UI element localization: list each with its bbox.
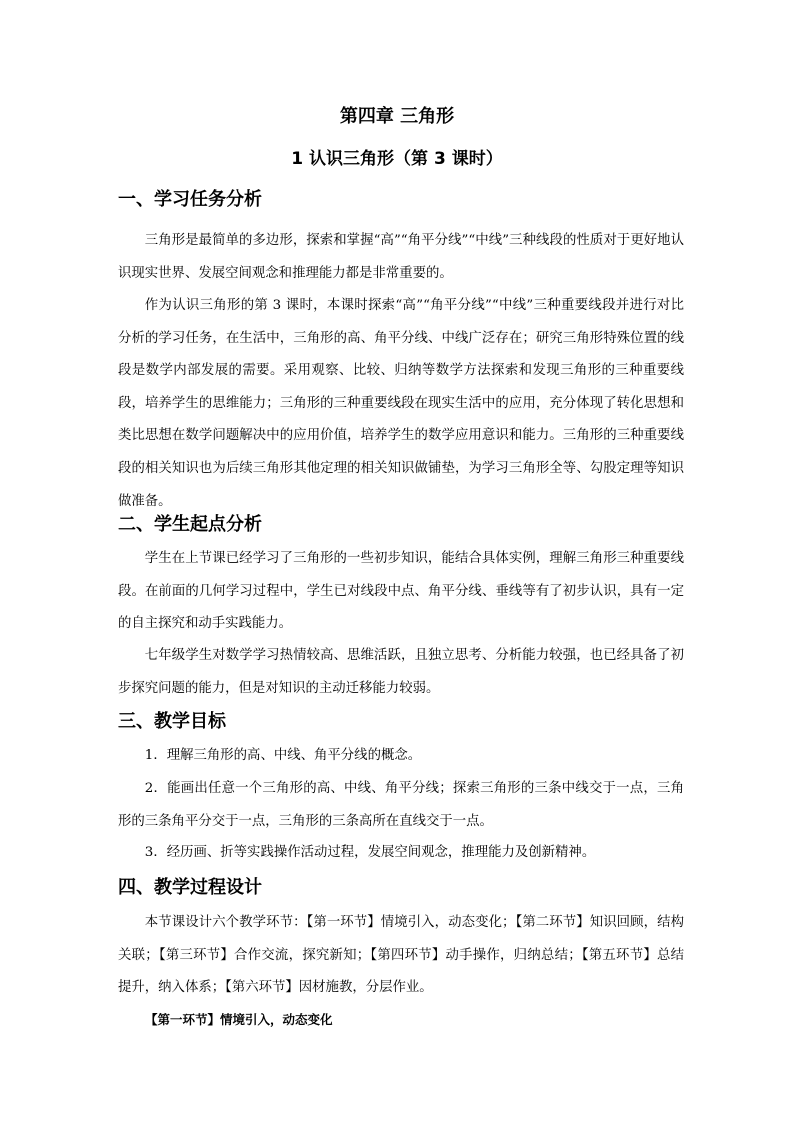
section-heading-student-analysis: 二、学生起点分析 <box>118 514 262 535</box>
goal-item: 1．理解三角形的高、中线、角平分线的概念。 <box>144 748 422 763</box>
subsection-heading-stage-one: 【第一环节】情境引入，动态变化 <box>145 1012 333 1027</box>
paragraph: 学生在上节课已经学习了三角形的一些初步知识，能结合具体实例，理解三角形三种重要线段。在前面的几何学习过程中，学生已对线段中点、角平分线、垂线等有了初步认识，具有一定的自主探究和动手实践能力。 <box>118 551 684 632</box>
paragraph: 本节课设计六个教学环节：【第一环节】情境引入，动态变化；【第二环节】知识回顾，结构关联；【第三环节】合作交流，探究新知；【第四环节】动手操作，归纳总结；【第五环节】总结提升，纳入体系；【第六环节】因材施教，分层作业。 <box>118 915 684 996</box>
goal-item: 3．经历画、折等实践操作活动过程，发展空间观念，推理能力及创新精神。 <box>144 845 596 860</box>
section-heading-task-analysis: 一、学习任务分析 <box>118 189 262 210</box>
paragraph: 作为认识三角形的第 3 课时，本课时探索“高”“角平分线”“中线”三种重要线段并进行对比分析的学习任务，在生活中，三角形的高、角平分线、中线广泛存在；研究三角形特殊位置的线段是数学内部发展的需要。采用观察、比较、归纳等数学方法探索和发现三角形的三种重要线段，培养学生的思维能力；三角形的三种重要线段在现实生活中的应用，充分体现了转化思想和类比思想在数学问题解决中的应用价值，培养学生的数学应用意识和能力。三角形的三种重要线段的相关知识也为后续三角形其他定理的相关知识做铺垫，为学习三角形全等、勾股定理等知识做准备。 <box>118 298 684 509</box>
section-heading-process-design: 四、教学过程设计 <box>118 877 262 898</box>
chapter-title: 第四章 三角形 <box>339 106 455 127</box>
section-heading-teaching-goals: 三、教学目标 <box>118 711 226 732</box>
goal-item: 2．能画出任意一个三角形的高、中线、角平分线；探索三角形的三条中线交于一点，三角形的三条角平分交于一点，三角形的三条高所在直线交于一点。 <box>118 781 684 829</box>
paragraph: 三角形是最简单的多边形，探索和掌握“高”“角平分线”“中线”三种线段的性质对于更好地认识现实世界、发展空间观念和推理能力都是非常重要的。 <box>118 233 684 281</box>
paragraph: 七年级学生对数学学习热情较高、思维活跃，且独立思考、分析能力较强，也已经具备了初步探究问题的能力，但是对知识的主动迁移能力较弱。 <box>118 648 684 696</box>
lesson-title: 1 认识三角形（第 3 课时） <box>291 149 503 169</box>
